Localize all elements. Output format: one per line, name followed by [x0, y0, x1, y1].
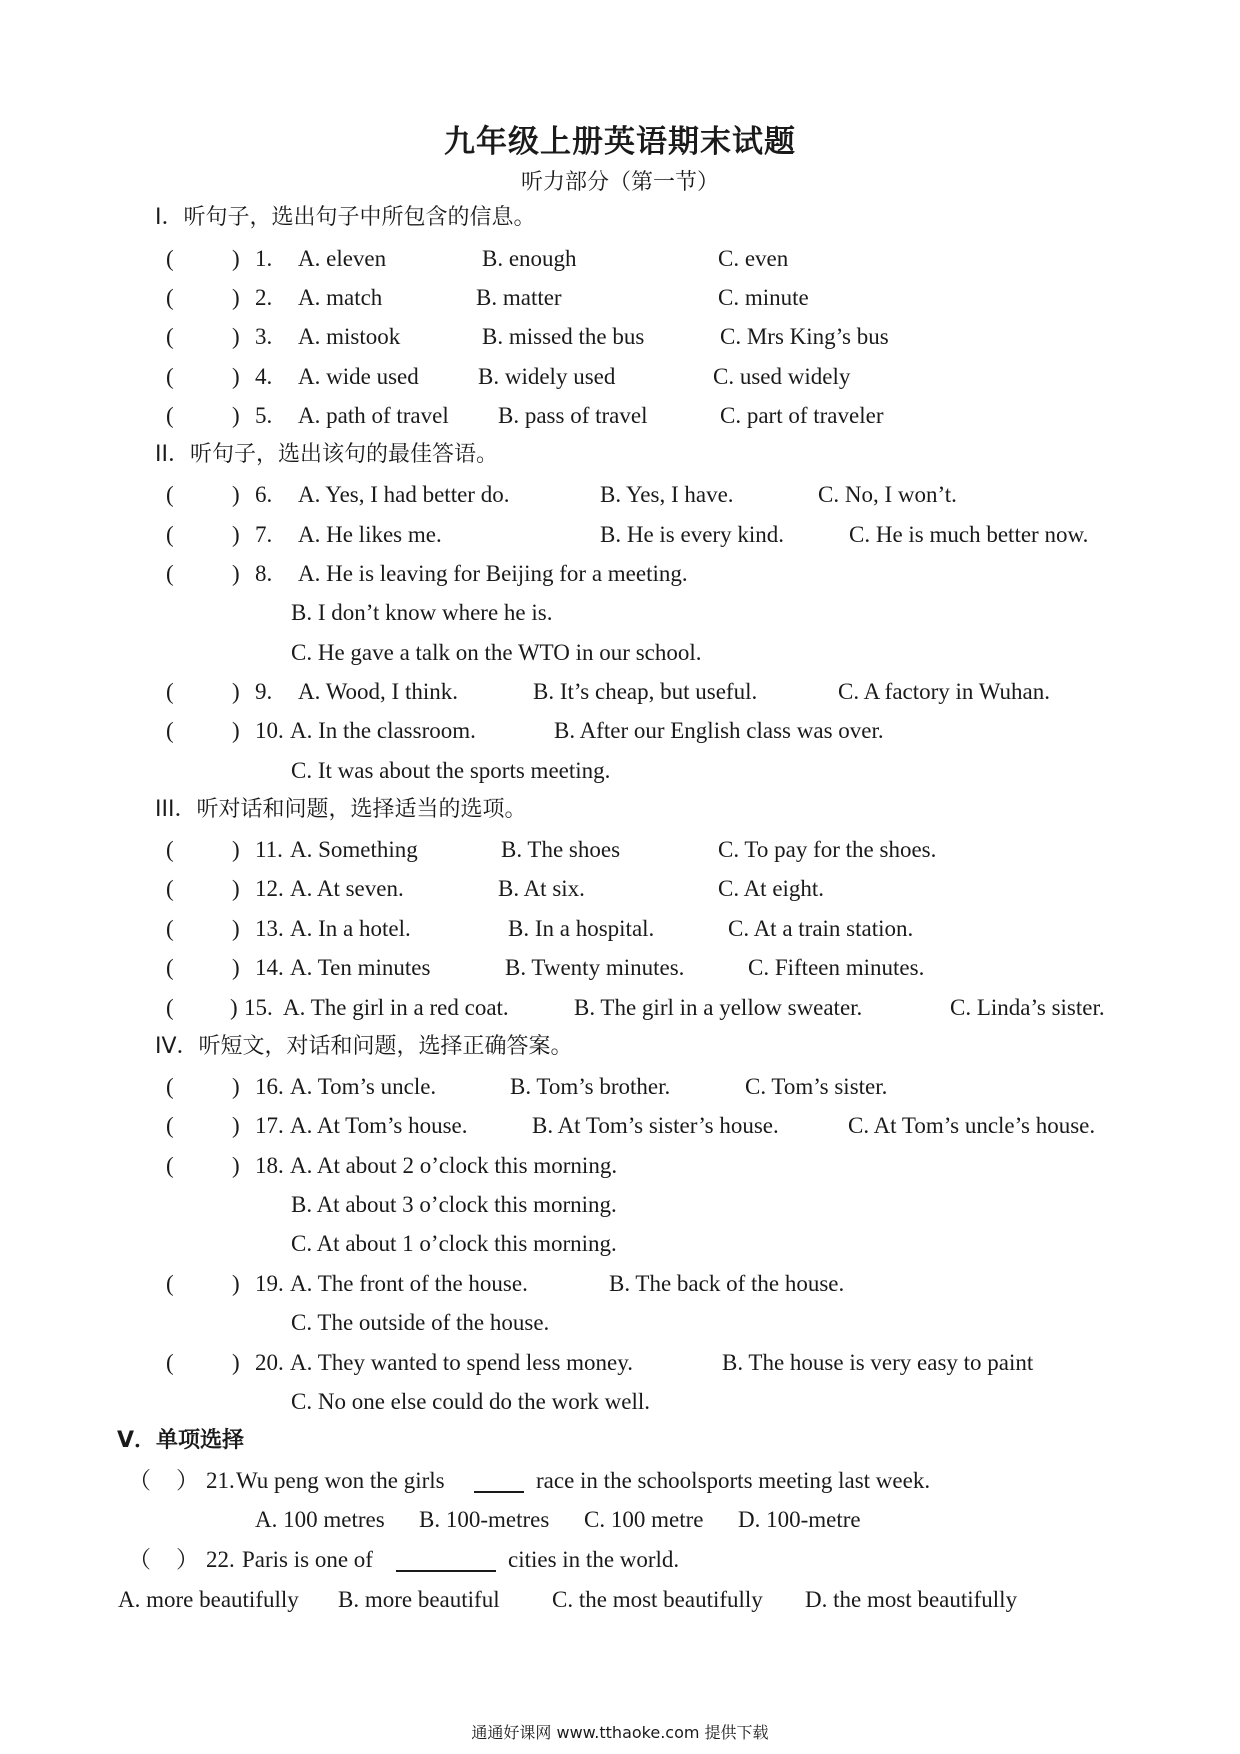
answer-blank[interactable]: [396, 1550, 496, 1572]
answer-paren-open: (: [166, 1271, 174, 1296]
answer-paren-close: ): [232, 1074, 240, 1099]
question-number: 14.: [255, 955, 284, 980]
answer-paren-open: (: [166, 837, 174, 862]
option-a: A. mistook: [298, 324, 401, 349]
option-b: B. At about 3 o’clock this morning.: [291, 1192, 617, 1217]
option-b: B. After our English class was over.: [554, 718, 884, 743]
option-a: A. more beautifully: [118, 1587, 299, 1612]
option-c: C. It was about the sports meeting.: [291, 758, 611, 783]
option-a: A. At seven.: [290, 876, 404, 901]
section-heading-2: II．听句子，选出该句的最佳答语。: [155, 442, 498, 467]
answer-paren-open: （: [128, 1468, 151, 1493]
option-a: A. Yes, I had better do.: [298, 482, 510, 507]
footer-credit: 通通好课网 www.tthaoke.com 提供下载: [471, 1723, 769, 1742]
answer-paren-close: ）: [176, 1547, 199, 1572]
option-a: A. At about 2 o’clock this morning.: [290, 1153, 618, 1178]
question-number: 10.: [255, 718, 284, 743]
answer-paren-close: ): [232, 876, 240, 901]
option-c: C. No, I won’t.: [818, 482, 957, 507]
option-c: C. used widely: [713, 364, 851, 389]
answer-paren-open: (: [166, 955, 174, 980]
answer-paren-close: ): [232, 246, 240, 271]
option-c: C. To pay for the shoes.: [718, 837, 937, 862]
option-c: C. He is much better now.: [849, 522, 1089, 547]
option-a: A. The front of the house.: [290, 1271, 528, 1296]
answer-paren-open: (: [166, 876, 174, 901]
option-d: D. the most beautifully: [805, 1587, 1018, 1612]
answer-paren-open: (: [166, 1074, 174, 1099]
option-a: A. He is leaving for Beijing for a meeting.: [298, 561, 688, 586]
answer-paren-close: ): [230, 995, 238, 1020]
option-b: B. Yes, I have.: [600, 482, 734, 507]
question-number: 8.: [255, 561, 273, 586]
section-heading-1: I．听句子，选出句子中所包含的信息。: [155, 205, 536, 230]
option-a: A. wide used: [298, 364, 419, 389]
answer-paren-close: ): [232, 916, 240, 941]
answer-paren-open: (: [166, 995, 174, 1020]
section-heading-3: III．听对话和问题，选择适当的选项。: [155, 797, 527, 822]
question-number: 20.: [255, 1350, 284, 1375]
option-b: B. The back of the house.: [609, 1271, 845, 1296]
option-a: A. eleven: [298, 246, 387, 271]
option-c: C. At a train station.: [728, 916, 914, 941]
option-c: C. Mrs King’s bus: [720, 324, 889, 349]
option-a: A. Ten minutes: [290, 955, 431, 980]
option-c: C. At about 1 o’clock this morning.: [291, 1231, 617, 1256]
answer-paren-open: (: [166, 246, 174, 271]
answer-paren-open: (: [166, 522, 174, 547]
answer-paren-open: (: [166, 1153, 174, 1178]
option-b: B. matter: [476, 285, 562, 310]
answer-paren-close: ): [232, 522, 240, 547]
answer-paren-open: (: [166, 482, 174, 507]
answer-paren-close: ): [232, 403, 240, 428]
question-number: 9.: [255, 679, 273, 704]
option-c: C. Tom’s sister.: [745, 1074, 888, 1099]
option-c: C. The outside of the house.: [291, 1310, 550, 1335]
question-stem-end: race in the schoolsports meeting last week.: [536, 1468, 931, 1493]
section-heading-5: V．单项选择: [117, 1428, 245, 1453]
answer-paren-open: (: [166, 679, 174, 704]
option-b: B. 100-metres: [419, 1507, 550, 1532]
answer-paren-close: ): [232, 718, 240, 743]
option-c: C. minute: [718, 285, 809, 310]
question-number: 19.: [255, 1271, 284, 1296]
page-title: 九年级上册英语期末试题: [444, 124, 796, 160]
option-c: C. even: [718, 246, 789, 271]
option-a: A. match: [298, 285, 383, 310]
option-b: B. widely used: [478, 364, 616, 389]
option-a: A. At Tom’s house.: [290, 1113, 468, 1138]
question-number: 18.: [255, 1153, 284, 1178]
option-c: C. part of traveler: [720, 403, 884, 428]
option-c: C. Linda’s sister.: [950, 995, 1105, 1020]
answer-paren-open: (: [166, 718, 174, 743]
answer-paren-open: (: [166, 1113, 174, 1138]
option-b: B. enough: [482, 246, 577, 271]
answer-paren-open: (: [166, 403, 174, 428]
answer-paren-close: ）: [176, 1468, 199, 1493]
option-c: C. 100 metre: [584, 1507, 704, 1532]
answer-paren-open: (: [166, 561, 174, 586]
option-b: B. pass of travel: [498, 403, 648, 428]
question-number: 11.: [255, 837, 283, 862]
option-a: A. Wood, I think.: [298, 679, 459, 704]
question-stem-start: Paris is one of: [242, 1547, 373, 1572]
option-c: C. the most beautifully: [552, 1587, 763, 1612]
option-b: B. The girl in a yellow sweater.: [574, 995, 863, 1020]
question-number: 4.: [255, 364, 273, 389]
option-d: D. 100-metre: [738, 1507, 861, 1532]
option-a: A. Something: [290, 837, 418, 862]
answer-paren-close: ): [232, 837, 240, 862]
question-number: 7.: [255, 522, 273, 547]
option-b: B. The house is very easy to paint: [722, 1350, 1034, 1375]
question-number: 16.: [255, 1074, 284, 1099]
question-number: 2.: [255, 285, 273, 310]
option-a: A. 100 metres: [255, 1507, 385, 1532]
option-c: C. He gave a talk on the WTO in our school.: [291, 640, 702, 665]
answer-paren-close: ): [232, 364, 240, 389]
option-b: B. The shoes: [501, 837, 621, 862]
answer-paren-open: （: [128, 1547, 151, 1572]
question-number: 5.: [255, 403, 273, 428]
answer-paren-close: ): [232, 285, 240, 310]
option-a: A. The girl in a red coat.: [283, 995, 509, 1020]
option-b: B. He is every kind.: [600, 522, 784, 547]
answer-paren-close: ): [232, 1113, 240, 1138]
option-c: C. Fifteen minutes.: [748, 955, 925, 980]
section-heading-4: IV．听短文，对话和问题，选择正确答案。: [155, 1034, 573, 1059]
option-a: A. path of travel: [298, 403, 449, 428]
question-number: 3.: [255, 324, 273, 349]
option-b: B. Twenty minutes.: [505, 955, 685, 980]
option-a: A. They wanted to spend less money.: [290, 1350, 634, 1375]
option-c: C. At eight.: [718, 876, 825, 901]
question-stem-end: cities in the world.: [508, 1547, 680, 1572]
answer-paren-close: ): [232, 482, 240, 507]
question-number: 22.: [206, 1547, 235, 1572]
option-b: B. I don’t know where he is.: [291, 600, 553, 625]
answer-paren-close: ): [232, 1350, 240, 1375]
answer-paren-close: ): [232, 1153, 240, 1178]
option-c: C. At Tom’s uncle’s house.: [848, 1113, 1096, 1138]
question-stem-start: Wu peng won the girls: [236, 1468, 445, 1493]
option-b: B. more beautiful: [338, 1587, 500, 1612]
answer-paren-open: (: [166, 285, 174, 310]
option-a: A. Tom’s uncle.: [290, 1074, 437, 1099]
option-c: C. No one else could do the work well.: [291, 1389, 650, 1414]
question-number: 13.: [255, 916, 284, 941]
answer-paren-open: (: [166, 364, 174, 389]
option-b: B. At six.: [498, 876, 585, 901]
answer-paren-open: (: [166, 916, 174, 941]
option-b: B. At Tom’s sister’s house.: [532, 1113, 779, 1138]
answer-paren-open: (: [166, 324, 174, 349]
option-b: B. In a hospital.: [508, 916, 655, 941]
answer-paren-close: ): [232, 679, 240, 704]
answer-paren-close: ): [232, 955, 240, 980]
option-a: A. He likes me.: [298, 522, 442, 547]
answer-paren-close: ): [232, 1271, 240, 1296]
option-b: B. It’s cheap, but useful.: [533, 679, 758, 704]
option-a: A. In the classroom.: [290, 718, 476, 743]
answer-paren-close: ): [232, 561, 240, 586]
option-b: B. missed the bus: [482, 324, 645, 349]
question-number: 12.: [255, 876, 284, 901]
question-number: 1.: [255, 246, 273, 271]
question-number: 17.: [255, 1113, 284, 1138]
option-b: B. Tom’s brother.: [510, 1074, 671, 1099]
question-number: 21.: [206, 1468, 235, 1493]
option-c: C. A factory in Wuhan.: [838, 679, 1051, 704]
question-number: 6.: [255, 482, 273, 507]
page-subtitle: 听力部分（第一节）: [520, 170, 719, 195]
answer-paren-close: ): [232, 324, 240, 349]
option-a: A. In a hotel.: [290, 916, 411, 941]
answer-blank[interactable]: [474, 1471, 524, 1493]
question-number: 15.: [244, 995, 273, 1020]
answer-paren-open: (: [166, 1350, 174, 1375]
